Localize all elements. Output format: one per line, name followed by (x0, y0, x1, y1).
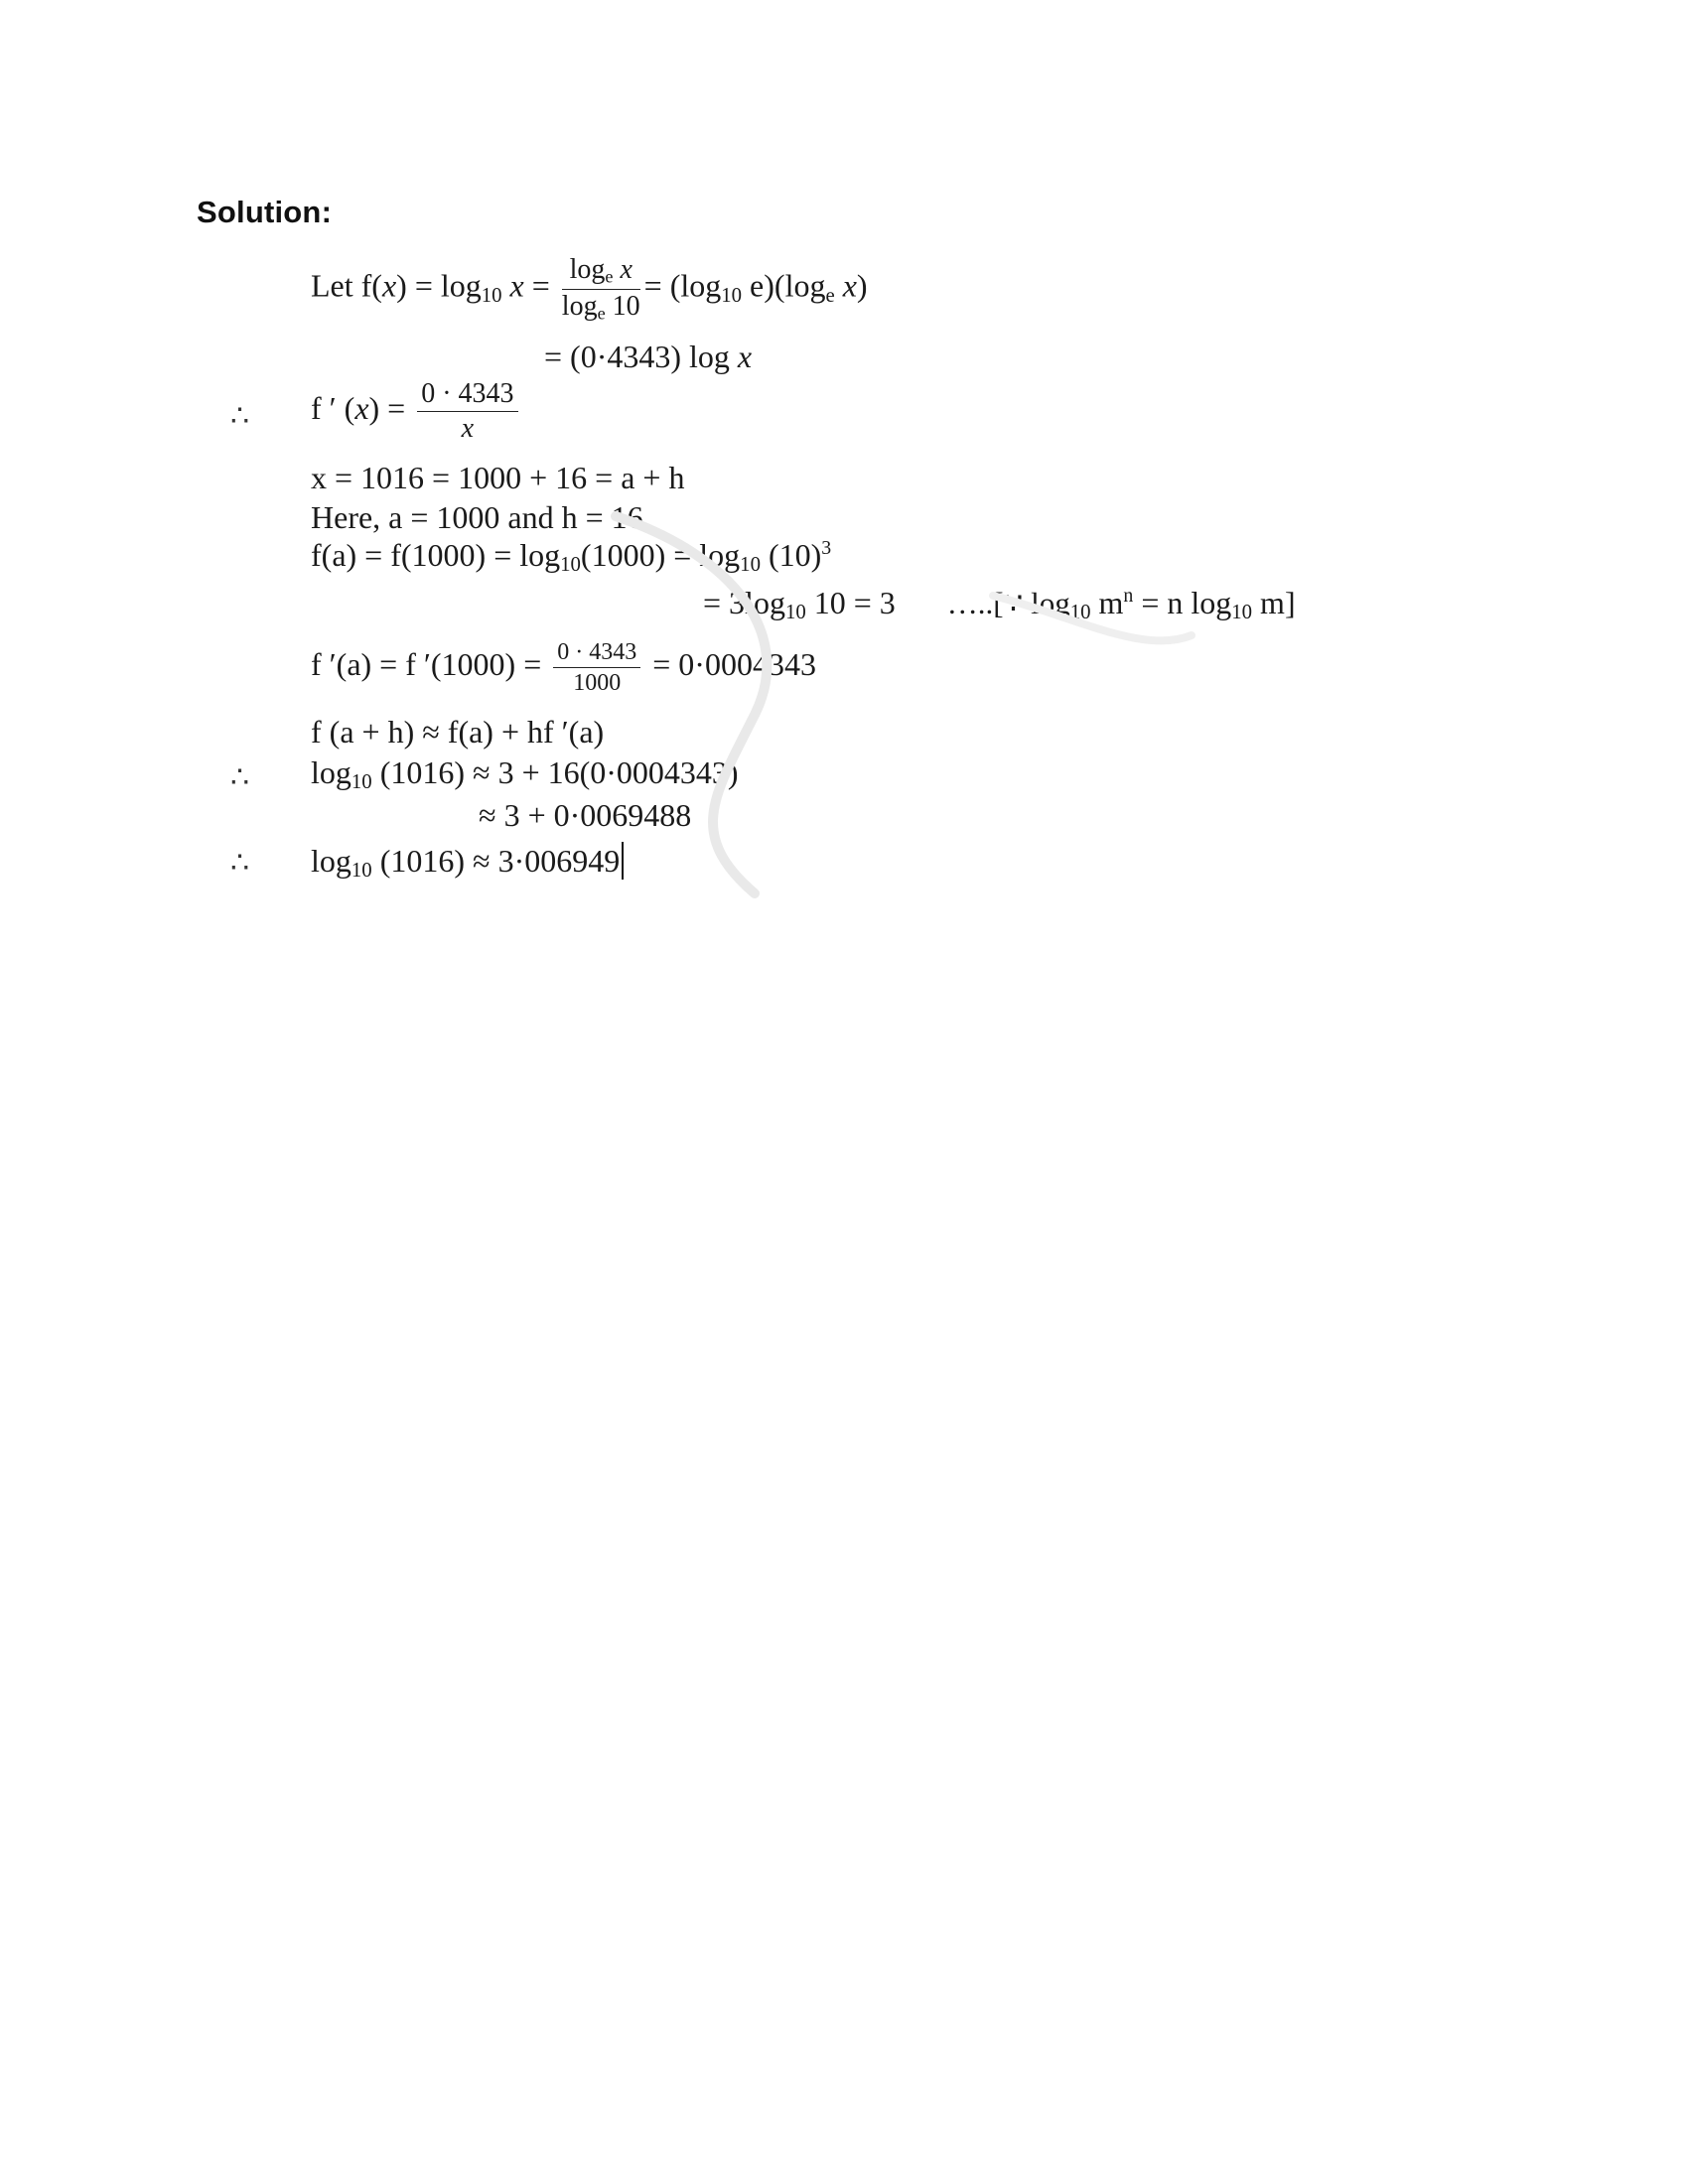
line-substitution: $\log_{10} (1016) \approx 3 + 16(0\cdot 0004343)$ (311, 754, 739, 794)
therefore-symbol: ∴ (230, 400, 250, 433)
line-approximation-formula: f (a + h) ≈ f(a) + hf ′(a) (311, 714, 605, 750)
therefore-symbol: ∴ (230, 761, 250, 794)
fraction-change-of-base: $\frac{\log_e x}{\log_e 10}$ (561, 254, 640, 324)
line-f-of-a-result: = $3\log_{10}$ 10 = 3 …..[∵ $\log_{10} m^n = n$ $\log_{10} m$] (703, 585, 1296, 624)
line-derivative-at-a: f ′(a) = f ′(1000) = $\frac{0 \cdot 4343}{1000}$ = 0·0004343 (311, 639, 816, 696)
fraction-derivative-at-a: $\frac{0 \cdot 4343}{1000}$ (553, 640, 640, 695)
solution-heading: Solution: (197, 195, 333, 229)
line-derivative: f ′ (x) = $\frac{0 \cdot 4343}{x}$ (311, 380, 522, 443)
line-simplification: ≈ 3 + 0·0069488 (479, 797, 692, 833)
line-constant: = (0·4343) log x (544, 339, 753, 374)
therefore-symbol: ∴ (230, 847, 250, 880)
line-definition: Let $f(x) = \log_{10} x$ = $\frac{\log_e x}{\log_e 10}$ = ($\log_{10}$ $e)(\log_e$ x) (311, 254, 868, 324)
line-values: Here, a = 1000 and h = 16 (311, 499, 643, 535)
fraction-derivative: $\frac{0 \cdot 4343}{x}$ (417, 380, 517, 443)
line-x-split: x = 1016 = 1000 + 16 = a + h (311, 460, 685, 495)
line-final-answer: $\log_{10} (1016) \approx 3\cdot 006949$ (311, 842, 624, 882)
line-f-of-a: $f(a) = f(1000) = \log_{10}(1000) = \log_{10} (10)^3$ (311, 537, 832, 577)
text-cursor (622, 842, 624, 880)
